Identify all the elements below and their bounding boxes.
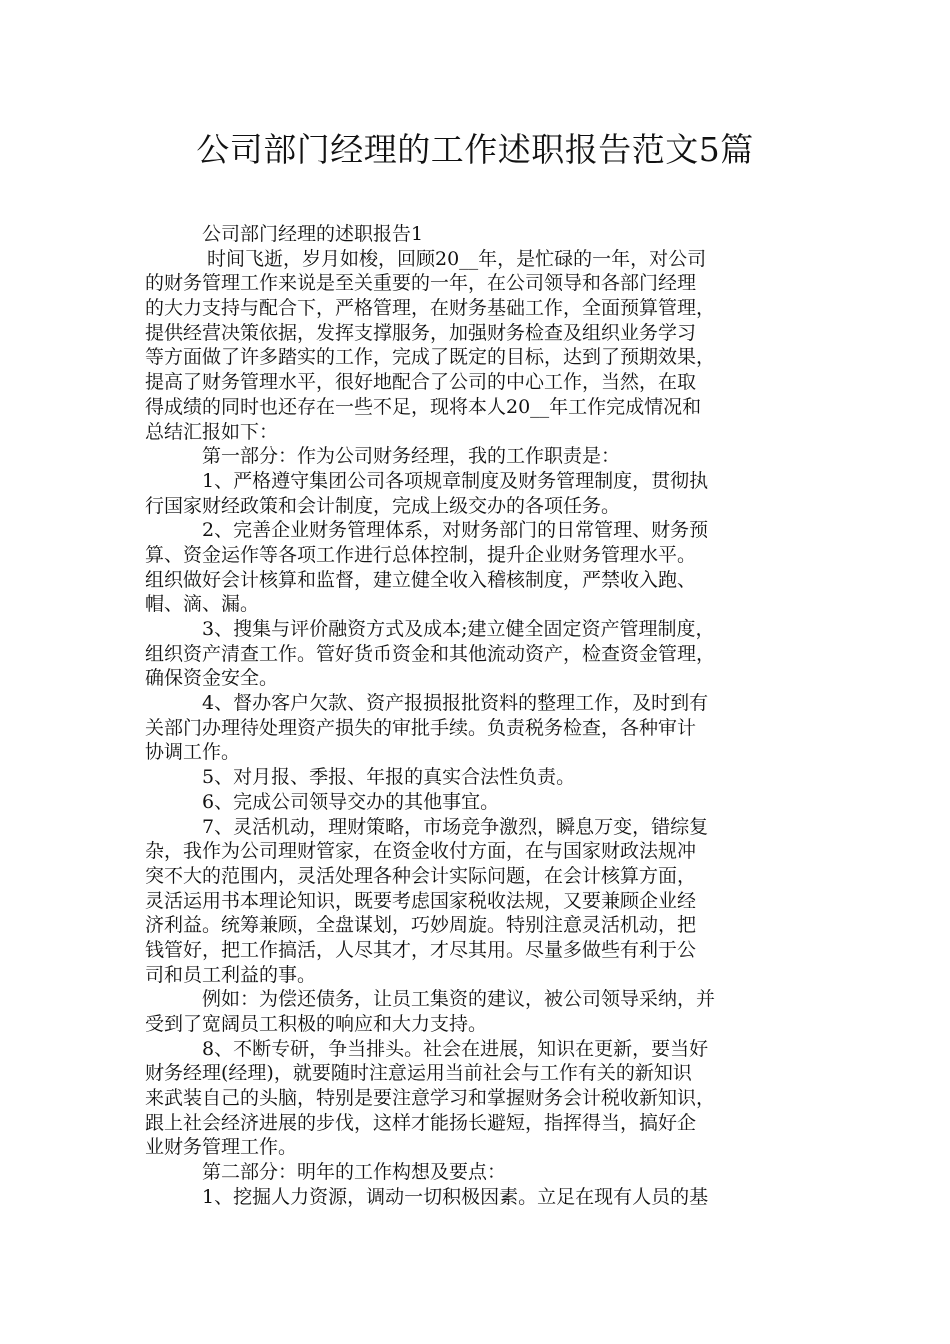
text-line: 等方面做了许多踏实的工作，完成了既定的目标，达到了预期效果， xyxy=(145,346,716,369)
text-line: 4、督办客户欠款、资产报损报批资料的整理工作，及时到有 xyxy=(202,692,709,715)
text-line: 杂，我作为公司理财管家，在资金收付方面，在与国家财政法规冲 xyxy=(145,840,697,863)
text-line: 关部门办理待处理资产损失的审批手续。负责税务检查，各种审计 xyxy=(145,716,697,739)
text-line: 得成绩的同时也还存在一些不足，现将本人20__年工作完成情况和 xyxy=(145,395,702,418)
text-line: 的财务管理工作来说是至关重要的一年，在公司领导和各部门经理 xyxy=(145,272,697,295)
text-line: 灵活运用书本理论知识，既要考虑国家税收法规，又要兼顾企业经 xyxy=(145,889,697,912)
text-line: 组织做好会计核算和监督，建立健全收入稽核制度，严禁收入跑、 xyxy=(145,568,697,591)
text-line: 6、完成公司领导交办的其他事宜。 xyxy=(202,790,500,813)
document-title: 公司部门经理的工作述职报告范文5篇 xyxy=(196,130,754,169)
text-line: 总结汇报如下： xyxy=(145,420,279,443)
text-line: 第一部分：作为公司财务经理，我的工作职责是： xyxy=(202,445,621,468)
text-line: 受到了宽阔员工积极的响应和大力支持。 xyxy=(145,1013,488,1035)
text-line: 提高了财务管理水平，很好地配合了公司的中心工作，当然，在取 xyxy=(145,371,697,394)
text-line: 时间飞逝，岁月如梭，回顾20__年，是忙碌的一年，对公司 xyxy=(207,247,707,270)
text-line: 7、灵活机动，理财策略，市场竞争激烈，瞬息万变，错综复 xyxy=(202,815,709,838)
text-line: 确保资金安全。 xyxy=(145,667,279,690)
text-line: 3、搜集与评价融资方式及成本;建立健全固定资产管理制度， xyxy=(202,618,715,640)
text-line: 例如：为偿还债务，让员工集资的建议，被公司领导采纳，并 xyxy=(202,988,716,1011)
text-line: 算、资金运作等各项工作进行总体控制，提升企业财务管理水平。 xyxy=(145,543,697,566)
text-line: 业财务管理工作。 xyxy=(145,1136,298,1159)
text-line: 组织资产清查工作。管好货币资金和其他流动资产，检查资金管理， xyxy=(145,642,716,665)
text-line: 行国家财经政策和会计制度，完成上级交办的各项任务。 xyxy=(145,494,621,517)
text-line: 突不大的范围内，灵活处理各种会计实际问题，在会计核算方面， xyxy=(145,864,697,887)
text-line: 提供经营决策依据，发挥支撑服务，加强财务检查及组织业务学习 xyxy=(145,321,697,344)
text-line: 公司部门经理的述职报告1 xyxy=(202,223,424,245)
text-line: 司和员工利益的事。 xyxy=(145,963,317,986)
document-body xyxy=(145,222,810,1210)
text-line: 第二部分：明年的工作构想及要点： xyxy=(202,1161,507,1184)
text-line: 1、严格遵守集团公司各项规章制度及财务管理制度，贯彻执 xyxy=(202,469,709,492)
text-line: 5、对月报、季报、年报的真实合法性负责。 xyxy=(202,766,576,789)
text-line: 财务经理(经理)，就要随时注意运用当前社会与工作有关的新知识 xyxy=(145,1062,692,1085)
text-line: 跟上社会经济进展的步伐，这样才能扬长避短，指挥得当，搞好企 xyxy=(145,1111,697,1134)
text-line: 8、不断专研，争当排头。社会在进展，知识在更新，要当好 xyxy=(202,1037,709,1060)
text-line: 帽、滴、漏。 xyxy=(145,593,260,616)
text-line: 的大力支持与配合下，严格管理，在财务基础工作，全面预算管理， xyxy=(145,297,716,320)
text-line: 济利益。统筹兼顾，全盘谋划，巧妙周旋。特别注意灵活机动，把 xyxy=(145,914,697,937)
text-line: 钱管好，把工作搞活，人尽其才，才尽其用。尽量多做些有利于公 xyxy=(145,938,697,961)
text-line: 协调工作。 xyxy=(145,741,241,764)
text-line: 1、挖掘人力资源，调动一切积极因素。立足在现有人员的基 xyxy=(202,1185,709,1208)
text-line: 2、完善企业财务管理体系，对财务部门的日常管理、财务预 xyxy=(202,519,709,542)
text-line: 来武装自己的头脑，特别是要注意学习和掌握财务会计税收新知识， xyxy=(145,1087,716,1110)
